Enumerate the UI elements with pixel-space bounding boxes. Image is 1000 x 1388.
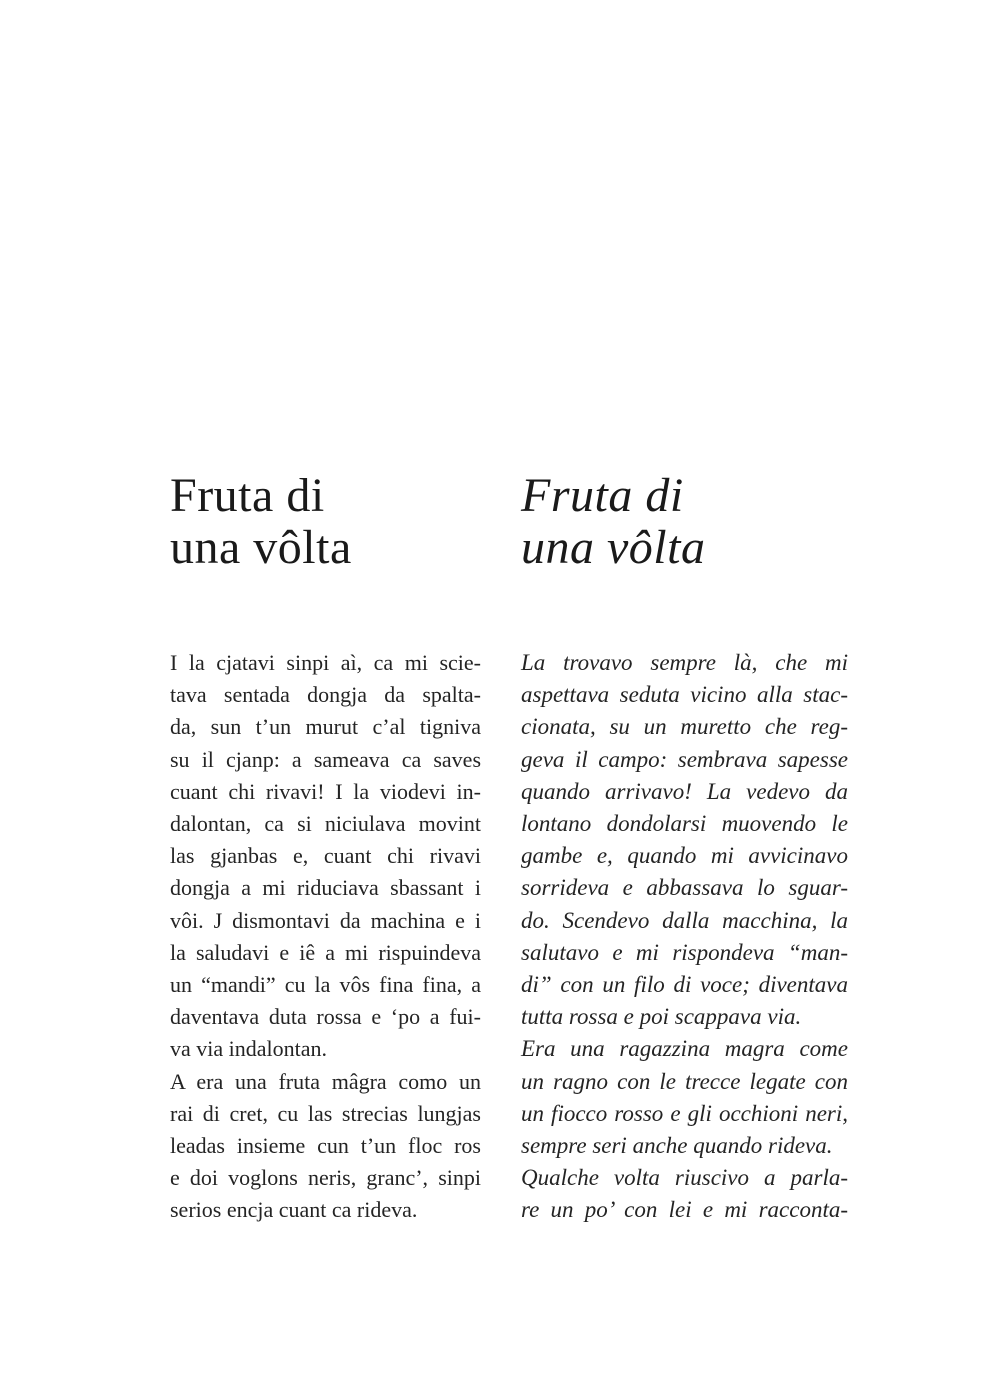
title-italian-line-1: Fruta di [521, 469, 684, 522]
text-line: sempre seri anche quando rideva. [521, 1133, 833, 1159]
text-line: aspettava seduta vicino alla stac- [521, 682, 848, 708]
text-line: vôi. J dismontavi da machina e i [170, 907, 481, 933]
text-line: tutta rossa e poi scappava via. [521, 1004, 802, 1030]
title-friulian-line-2: una vôlta [170, 521, 352, 574]
text-line: do. Scendevo dalla macchina, la [521, 907, 848, 933]
text-line: I la cjatavi sinpi aì, ca mi scie- [170, 650, 481, 675]
title-italian [521, 470, 848, 574]
text-line: da, sun t’un murut c’al tigniva [170, 714, 481, 740]
text-line: quando arrivavo! La vedevo da [521, 778, 848, 804]
text-line: A era una fruta mâgra como un [170, 1068, 481, 1094]
text-line: rai di cret, cu las strecias lungjas [170, 1100, 481, 1126]
text-line: serios encja cuant ca rideva. [170, 1197, 418, 1223]
text-line: un “mandi” cu la vôs fina fina, a [170, 972, 481, 998]
text-line: daventava duta rossa e ‘po a fui- [170, 1004, 481, 1030]
text-line: gambe e, quando mi avvicinavo [521, 843, 848, 869]
text-line: lontano dondolarsi muovendo le [521, 811, 848, 837]
text-line: las gjanbas e, cuant chi rivavi [170, 843, 481, 869]
text-line: un fiocco rosso e gli occhioni neri, [521, 1100, 848, 1126]
text-line: leadas insieme cun t’un floc ros [170, 1133, 481, 1159]
text-line: dalontan, ca si niciulava movint [170, 811, 481, 837]
italian-body-text [521, 647, 848, 1227]
text-line: Qualche volta riuscivo a parla- [521, 1165, 848, 1191]
title-italian-line-2: una vôlta [521, 521, 706, 574]
text-line: di” con un filo di voce; diventava [521, 972, 848, 998]
text-line: su il cjanp: a sameava ca saves [170, 746, 481, 772]
text-line: cionata, su un muretto che reg- [521, 714, 848, 740]
title-friulian [170, 470, 481, 574]
italian-column [521, 470, 848, 1227]
text-line: re un po’ con lei e mi racconta- [521, 1197, 848, 1223]
text-line: tava sentada dongja da spalta- [170, 682, 481, 708]
text-line: la saludavi e iê a mi rispuindeva [170, 939, 481, 965]
text-line: e doi voglons neris, granc’, sinpi [170, 1165, 481, 1191]
friulian-body-text [170, 647, 481, 1227]
text-line: salutavo e mi rispondeva “man- [521, 939, 848, 965]
text-line: geva il campo: sembrava sapesse [521, 746, 848, 772]
text-line: sorrideva e abbassava lo sguar- [521, 875, 848, 901]
text-line: Era una ragazzina magra come [521, 1036, 848, 1062]
text-line: La trovavo sempre là, che mi [521, 650, 848, 675]
text-line: cuant chi rivavi! I la viodevi in- [170, 778, 481, 804]
text-line: un ragno con le trecce legate con [521, 1068, 848, 1094]
friulian-column [170, 470, 481, 1227]
text-line: dongja a mi riduciava sbassant i [170, 875, 481, 901]
title-friulian-line-1: Fruta di [170, 469, 325, 522]
text-line: va via indalontan. [170, 1036, 328, 1062]
